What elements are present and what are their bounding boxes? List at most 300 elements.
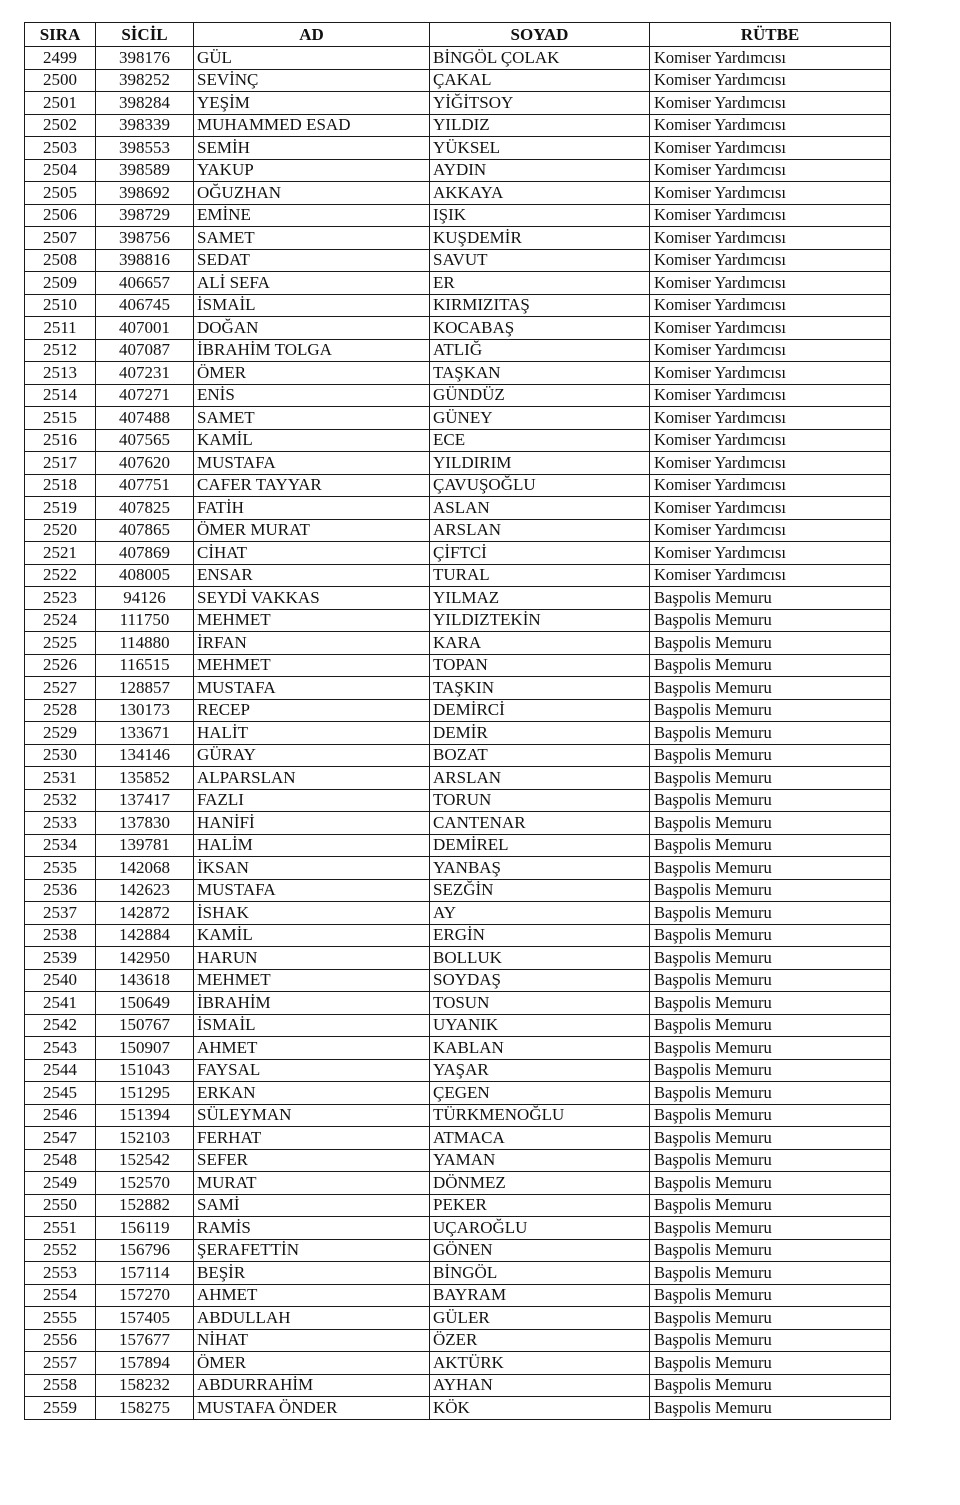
cell-sicil: 156119 [96, 1217, 194, 1240]
cell-soyad: YANBAŞ [430, 857, 650, 880]
table-row [25, 1104, 891, 1127]
cell-sicil: 133671 [96, 722, 194, 745]
cell-sicil: 130173 [96, 699, 194, 722]
cell-sicil: 408005 [96, 564, 194, 587]
cell-sira: 2552 [25, 1239, 96, 1262]
cell-sira: 2543 [25, 1037, 96, 1060]
cell-sicil: 398729 [96, 204, 194, 227]
cell-sicil: 135852 [96, 767, 194, 790]
cell-soyad: UYANIK [430, 1014, 650, 1037]
cell-soyad: TAŞKIN [430, 677, 650, 700]
table-row [25, 902, 891, 925]
cell-ad: ALİ SEFA [194, 272, 430, 295]
table-row [25, 1172, 891, 1195]
cell-soyad: DEMİRCİ [430, 699, 650, 722]
cell-sira: 2521 [25, 542, 96, 565]
cell-rutbe: Başpolis Memuru [650, 1352, 891, 1375]
cell-soyad: AKTÜRK [430, 1352, 650, 1375]
cell-sira: 2513 [25, 362, 96, 385]
cell-sicil: 406657 [96, 272, 194, 295]
cell-rutbe: Başpolis Memuru [650, 1217, 891, 1240]
cell-ad: ERKAN [194, 1082, 430, 1105]
cell-rutbe: Komiser Yardımcısı [650, 384, 891, 407]
cell-sicil: 407087 [96, 339, 194, 362]
cell-sira: 2512 [25, 339, 96, 362]
cell-ad: İRFAN [194, 632, 430, 655]
cell-rutbe: Başpolis Memuru [650, 1397, 891, 1420]
cell-soyad: DEMİREL [430, 834, 650, 857]
table-row [25, 474, 891, 497]
cell-soyad: SEZĞİN [430, 879, 650, 902]
cell-rutbe: Başpolis Memuru [650, 1239, 891, 1262]
cell-rutbe: Komiser Yardımcısı [650, 204, 891, 227]
cell-ad: MEHMET [194, 609, 430, 632]
cell-sicil: 151394 [96, 1104, 194, 1127]
cell-rutbe: Başpolis Memuru [650, 902, 891, 925]
table-row [25, 654, 891, 677]
cell-sicil: 150649 [96, 992, 194, 1015]
cell-sira: 2549 [25, 1172, 96, 1195]
cell-soyad: ATLIĞ [430, 339, 650, 362]
cell-sira: 2532 [25, 789, 96, 812]
cell-sicil: 407620 [96, 452, 194, 475]
cell-ad: DOĞAN [194, 317, 430, 340]
cell-rutbe: Başpolis Memuru [650, 812, 891, 835]
table-row [25, 1352, 891, 1375]
cell-sira: 2522 [25, 564, 96, 587]
table-row [25, 47, 891, 70]
cell-sicil: 157405 [96, 1307, 194, 1330]
table-row [25, 812, 891, 835]
cell-soyad: KUŞDEMİR [430, 227, 650, 250]
cell-sira: 2556 [25, 1329, 96, 1352]
table-row [25, 227, 891, 250]
cell-rutbe: Başpolis Memuru [650, 1329, 891, 1352]
table-row [25, 542, 891, 565]
cell-sicil: 398176 [96, 47, 194, 70]
cell-sicil: 158232 [96, 1374, 194, 1397]
table-row [25, 204, 891, 227]
cell-sicil: 139781 [96, 834, 194, 857]
cell-sira: 2542 [25, 1014, 96, 1037]
cell-soyad: SOYDAŞ [430, 969, 650, 992]
table-row [25, 519, 891, 542]
cell-rutbe: Komiser Yardımcısı [650, 429, 891, 452]
cell-rutbe: Başpolis Memuru [650, 587, 891, 610]
cell-soyad: YILDIZ [430, 114, 650, 137]
header-ad: AD [194, 23, 430, 47]
cell-rutbe: Komiser Yardımcısı [650, 182, 891, 205]
table-row [25, 609, 891, 632]
cell-soyad: KÖK [430, 1397, 650, 1420]
cell-soyad: BOZAT [430, 744, 650, 767]
cell-sira: 2520 [25, 519, 96, 542]
cell-sira: 2533 [25, 812, 96, 835]
cell-soyad: KABLAN [430, 1037, 650, 1060]
table-row [25, 992, 891, 1015]
cell-rutbe: Başpolis Memuru [650, 1104, 891, 1127]
cell-soyad: ÇİFTCİ [430, 542, 650, 565]
cell-soyad: TOPAN [430, 654, 650, 677]
cell-ad: KAMİL [194, 429, 430, 452]
table-row [25, 1397, 891, 1420]
cell-sicil: 157270 [96, 1284, 194, 1307]
cell-rutbe: Başpolis Memuru [650, 834, 891, 857]
cell-sira: 2541 [25, 992, 96, 1015]
cell-sira: 2558 [25, 1374, 96, 1397]
cell-rutbe: Başpolis Memuru [650, 924, 891, 947]
cell-ad: İBRAHİM TOLGA [194, 339, 430, 362]
cell-sira: 2505 [25, 182, 96, 205]
cell-rutbe: Başpolis Memuru [650, 1284, 891, 1307]
cell-ad: ŞERAFETTİN [194, 1239, 430, 1262]
cell-ad: YEŞİM [194, 92, 430, 115]
table-row [25, 1194, 891, 1217]
cell-sira: 2502 [25, 114, 96, 137]
cell-soyad: TURAL [430, 564, 650, 587]
cell-soyad: YAŞAR [430, 1059, 650, 1082]
cell-ad: İSMAİL [194, 1014, 430, 1037]
table-row [25, 429, 891, 452]
cell-soyad: YILDIRIM [430, 452, 650, 475]
cell-ad: SÜLEYMAN [194, 1104, 430, 1127]
cell-soyad: TOSUN [430, 992, 650, 1015]
cell-sira: 2538 [25, 924, 96, 947]
cell-sira: 2501 [25, 92, 96, 115]
cell-sicil: 398816 [96, 249, 194, 272]
cell-soyad: ÇAKAL [430, 69, 650, 92]
cell-ad: ALPARSLAN [194, 767, 430, 790]
table-row [25, 1014, 891, 1037]
cell-ad: ABDURRAHİM [194, 1374, 430, 1397]
cell-rutbe: Başpolis Memuru [650, 969, 891, 992]
cell-sira: 2508 [25, 249, 96, 272]
table-row [25, 1217, 891, 1240]
cell-rutbe: Komiser Yardımcısı [650, 339, 891, 362]
cell-sicil: 407001 [96, 317, 194, 340]
table-row [25, 249, 891, 272]
cell-soyad: AYDIN [430, 159, 650, 182]
cell-rutbe: Komiser Yardımcısı [650, 137, 891, 160]
cell-ad: SEVİNÇ [194, 69, 430, 92]
cell-rutbe: Başpolis Memuru [650, 677, 891, 700]
table-row [25, 1329, 891, 1352]
cell-rutbe: Komiser Yardımcısı [650, 249, 891, 272]
cell-ad: GÜRAY [194, 744, 430, 767]
cell-rutbe: Başpolis Memuru [650, 744, 891, 767]
cell-soyad: TAŞKAN [430, 362, 650, 385]
table-row [25, 1307, 891, 1330]
cell-sira: 2557 [25, 1352, 96, 1375]
table-row [25, 767, 891, 790]
cell-soyad: ASLAN [430, 497, 650, 520]
cell-sira: 2530 [25, 744, 96, 767]
cell-ad: FAZLI [194, 789, 430, 812]
table-row [25, 632, 891, 655]
cell-soyad: YÜKSEL [430, 137, 650, 160]
table-row [25, 339, 891, 362]
cell-sicil: 407565 [96, 429, 194, 452]
cell-soyad: ARSLAN [430, 519, 650, 542]
cell-sicil: 94126 [96, 587, 194, 610]
cell-soyad: GÜNDÜZ [430, 384, 650, 407]
table-row [25, 1082, 891, 1105]
cell-ad: İSHAK [194, 902, 430, 925]
cell-sicil: 142884 [96, 924, 194, 947]
cell-ad: SAMİ [194, 1194, 430, 1217]
cell-sira: 2510 [25, 294, 96, 317]
cell-ad: CİHAT [194, 542, 430, 565]
cell-sira: 2527 [25, 677, 96, 700]
table-body [25, 47, 891, 1420]
cell-ad: AHMET [194, 1037, 430, 1060]
table-row [25, 1262, 891, 1285]
cell-ad: SEMİH [194, 137, 430, 160]
cell-soyad: KARA [430, 632, 650, 655]
cell-ad: SEDAT [194, 249, 430, 272]
cell-soyad: AKKAYA [430, 182, 650, 205]
table-row [25, 1149, 891, 1172]
cell-sira: 2537 [25, 902, 96, 925]
cell-rutbe: Başpolis Memuru [650, 767, 891, 790]
cell-ad: HARUN [194, 947, 430, 970]
table-row [25, 497, 891, 520]
table-row [25, 699, 891, 722]
table-row [25, 857, 891, 880]
table-row [25, 789, 891, 812]
cell-soyad: ERGİN [430, 924, 650, 947]
cell-ad: HALİT [194, 722, 430, 745]
cell-sira: 2503 [25, 137, 96, 160]
table-row [25, 362, 891, 385]
cell-soyad: KOCABAŞ [430, 317, 650, 340]
cell-soyad: YILMAZ [430, 587, 650, 610]
cell-ad: ÖMER MURAT [194, 519, 430, 542]
cell-sicil: 406745 [96, 294, 194, 317]
cell-soyad: UÇAROĞLU [430, 1217, 650, 1240]
cell-sira: 2519 [25, 497, 96, 520]
cell-ad: MUHAMMED ESAD [194, 114, 430, 137]
table-row [25, 564, 891, 587]
cell-ad: KAMİL [194, 924, 430, 947]
cell-sicil: 407865 [96, 519, 194, 542]
cell-rutbe: Başpolis Memuru [650, 609, 891, 632]
cell-ad: SEFER [194, 1149, 430, 1172]
cell-rutbe: Komiser Yardımcısı [650, 564, 891, 587]
cell-sira: 2517 [25, 452, 96, 475]
cell-sicil: 398589 [96, 159, 194, 182]
table-row [25, 317, 891, 340]
cell-soyad: GÜNEY [430, 407, 650, 430]
cell-sira: 2554 [25, 1284, 96, 1307]
cell-sira: 2535 [25, 857, 96, 880]
cell-soyad: YİĞİTSOY [430, 92, 650, 115]
cell-rutbe: Başpolis Memuru [650, 789, 891, 812]
table-row [25, 1284, 891, 1307]
cell-rutbe: Başpolis Memuru [650, 699, 891, 722]
cell-rutbe: Başpolis Memuru [650, 1262, 891, 1285]
cell-ad: FATİH [194, 497, 430, 520]
table-row [25, 924, 891, 947]
cell-ad: SAMET [194, 407, 430, 430]
cell-sicil: 398756 [96, 227, 194, 250]
cell-rutbe: Başpolis Memuru [650, 857, 891, 880]
cell-soyad: ATMACA [430, 1127, 650, 1150]
cell-sira: 2529 [25, 722, 96, 745]
cell-sicil: 156796 [96, 1239, 194, 1262]
cell-sicil: 111750 [96, 609, 194, 632]
header-rutbe: RÜTBE [650, 23, 891, 47]
cell-ad: RECEP [194, 699, 430, 722]
cell-sicil: 142950 [96, 947, 194, 970]
cell-ad: MURAT [194, 1172, 430, 1195]
table-row [25, 159, 891, 182]
cell-sicil: 407751 [96, 474, 194, 497]
cell-soyad: BİNGÖL [430, 1262, 650, 1285]
cell-ad: İSMAİL [194, 294, 430, 317]
cell-rutbe: Başpolis Memuru [650, 654, 891, 677]
cell-sira: 2559 [25, 1397, 96, 1420]
table-row [25, 879, 891, 902]
cell-rutbe: Komiser Yardımcısı [650, 92, 891, 115]
cell-soyad: BAYRAM [430, 1284, 650, 1307]
cell-sira: 2515 [25, 407, 96, 430]
table-row [25, 1374, 891, 1397]
cell-rutbe: Komiser Yardımcısı [650, 159, 891, 182]
cell-soyad: ÇEGEN [430, 1082, 650, 1105]
cell-ad: MUSTAFA [194, 677, 430, 700]
cell-soyad: ER [430, 272, 650, 295]
cell-sira: 2526 [25, 654, 96, 677]
cell-sicil: 114880 [96, 632, 194, 655]
cell-sicil: 142623 [96, 879, 194, 902]
cell-rutbe: Başpolis Memuru [650, 1037, 891, 1060]
cell-ad: NİHAT [194, 1329, 430, 1352]
cell-soyad: GÜLER [430, 1307, 650, 1330]
cell-sira: 2499 [25, 47, 96, 70]
cell-sira: 2528 [25, 699, 96, 722]
cell-rutbe: Komiser Yardımcısı [650, 407, 891, 430]
cell-sicil: 157894 [96, 1352, 194, 1375]
cell-sira: 2536 [25, 879, 96, 902]
cell-ad: ÖMER [194, 362, 430, 385]
cell-ad: CAFER TAYYAR [194, 474, 430, 497]
cell-rutbe: Başpolis Memuru [650, 1149, 891, 1172]
cell-soyad: ARSLAN [430, 767, 650, 790]
table-row [25, 1037, 891, 1060]
table-row [25, 677, 891, 700]
cell-sicil: 158275 [96, 1397, 194, 1420]
cell-rutbe: Başpolis Memuru [650, 1127, 891, 1150]
cell-sicil: 398692 [96, 182, 194, 205]
cell-sicil: 152882 [96, 1194, 194, 1217]
cell-ad: FERHAT [194, 1127, 430, 1150]
table-row [25, 114, 891, 137]
cell-rutbe: Başpolis Memuru [650, 1194, 891, 1217]
cell-sira: 2511 [25, 317, 96, 340]
cell-sicil: 157114 [96, 1262, 194, 1285]
cell-ad: GÜL [194, 47, 430, 70]
cell-sicil: 142068 [96, 857, 194, 880]
cell-rutbe: Komiser Yardımcısı [650, 362, 891, 385]
table-row [25, 272, 891, 295]
cell-soyad: ÇAVUŞOĞLU [430, 474, 650, 497]
table-row [25, 587, 891, 610]
header-soyad: SOYAD [430, 23, 650, 47]
cell-ad: MEHMET [194, 654, 430, 677]
cell-ad: ENSAR [194, 564, 430, 587]
cell-sira: 2506 [25, 204, 96, 227]
cell-sicil: 137830 [96, 812, 194, 835]
cell-ad: AHMET [194, 1284, 430, 1307]
cell-sicil: 157677 [96, 1329, 194, 1352]
cell-soyad: GÖNEN [430, 1239, 650, 1262]
cell-rutbe: Komiser Yardımcısı [650, 227, 891, 250]
cell-ad: ENİS [194, 384, 430, 407]
cell-ad: MUSTAFA ÖNDER [194, 1397, 430, 1420]
cell-rutbe: Komiser Yardımcısı [650, 452, 891, 475]
cell-sira: 2547 [25, 1127, 96, 1150]
cell-sira: 2525 [25, 632, 96, 655]
cell-soyad: TÜRKMENOĞLU [430, 1104, 650, 1127]
cell-sicil: 150767 [96, 1014, 194, 1037]
cell-ad: OĞUZHAN [194, 182, 430, 205]
cell-sicil: 142872 [96, 902, 194, 925]
cell-sira: 2545 [25, 1082, 96, 1105]
cell-ad: YAKUP [194, 159, 430, 182]
cell-rutbe: Başpolis Memuru [650, 879, 891, 902]
cell-sira: 2546 [25, 1104, 96, 1127]
cell-ad: MUSTAFA [194, 452, 430, 475]
cell-sicil: 398252 [96, 69, 194, 92]
cell-rutbe: Başpolis Memuru [650, 1307, 891, 1330]
table-row [25, 92, 891, 115]
cell-ad: BEŞİR [194, 1262, 430, 1285]
cell-sira: 2507 [25, 227, 96, 250]
cell-sira: 2548 [25, 1149, 96, 1172]
cell-sicil: 150907 [96, 1037, 194, 1060]
cell-rutbe: Başpolis Memuru [650, 1374, 891, 1397]
table-row [25, 137, 891, 160]
cell-rutbe: Komiser Yardımcısı [650, 272, 891, 295]
cell-rutbe: Komiser Yardımcısı [650, 519, 891, 542]
table-row [25, 294, 891, 317]
cell-soyad: ECE [430, 429, 650, 452]
cell-sicil: 398553 [96, 137, 194, 160]
cell-sicil: 398339 [96, 114, 194, 137]
table-row [25, 1239, 891, 1262]
table-row [25, 384, 891, 407]
cell-sira: 2504 [25, 159, 96, 182]
cell-ad: SAMET [194, 227, 430, 250]
cell-sira: 2544 [25, 1059, 96, 1082]
cell-sicil: 152570 [96, 1172, 194, 1195]
cell-soyad: BİNGÖL ÇOLAK [430, 47, 650, 70]
cell-sicil: 152542 [96, 1149, 194, 1172]
cell-rutbe: Komiser Yardımcısı [650, 47, 891, 70]
cell-rutbe: Başpolis Memuru [650, 1172, 891, 1195]
cell-rutbe: Komiser Yardımcısı [650, 542, 891, 565]
cell-soyad: YILDIZTEKİN [430, 609, 650, 632]
cell-ad: İBRAHİM [194, 992, 430, 1015]
cell-sira: 2553 [25, 1262, 96, 1285]
personnel-table [24, 22, 891, 1420]
cell-sira: 2518 [25, 474, 96, 497]
table-row [25, 1127, 891, 1150]
cell-sicil: 143618 [96, 969, 194, 992]
table-row [25, 722, 891, 745]
cell-sira: 2523 [25, 587, 96, 610]
